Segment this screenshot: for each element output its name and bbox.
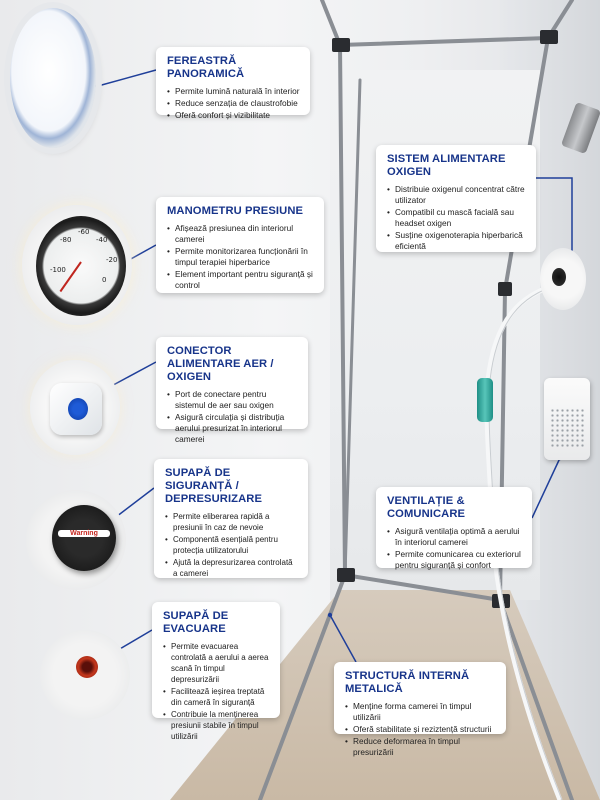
gauge-tick-label: -20	[106, 256, 118, 264]
callout-item: • Permite evacuarea controlată a aerului a aerea scană în timpul depresurizării	[163, 641, 270, 685]
callout-item: • Asigură circulația și distribuția aerului presurizat în interiorul camerei	[167, 412, 298, 445]
gauge-tick-label: -60	[78, 228, 90, 236]
oxygen-inlet-port	[552, 268, 566, 286]
callout-title: MANOMETRU PRESIUNE	[167, 205, 304, 217]
valve-warning-label: Warning	[58, 530, 110, 537]
callout-item: • Contribuie la menținerea presiunii stabile în timpul utilizării	[163, 709, 270, 742]
callout-list	[387, 526, 522, 571]
callout-item: • Menține forma camerei în timpul utilizării	[345, 701, 496, 723]
callout-list	[165, 511, 298, 579]
callout-item: • Permite comunicarea cu exteriorul pentru siguranță și confort	[387, 549, 522, 571]
gauge-tick-label: 0	[102, 276, 107, 284]
callout-item: • Susține oxigenoterapia hiperbarică eficientă	[387, 230, 526, 252]
callout-item: • Distribuie oxigenul concentrat către utilizator	[387, 184, 526, 206]
callout-title: SUPAPĂ DE SIGURANȚĂ / DEPRESURIZARE	[165, 467, 263, 505]
callout-item: • Facilitează ieșirea treptată din cameră în siguranță	[163, 686, 270, 708]
gauge-tick-label: -40	[96, 236, 108, 244]
callout-title: CONECTOR ALIMENTARE AER / OXIGEN	[167, 345, 274, 383]
panoramic-window	[10, 8, 96, 148]
callout-pressure-gauge	[156, 197, 324, 293]
callout-item: • Oferă stabilitate și reziztență structurii	[345, 724, 496, 735]
callout-item: • Afișează presiunea din interiorul camerei	[167, 223, 314, 245]
callout-item: • Element important pentru siguranță și control	[167, 269, 314, 291]
callout-list	[163, 641, 270, 742]
callout-air-connector	[156, 337, 308, 444]
callout-safety-valve	[154, 459, 308, 578]
callout-item: • Oferă confort și vizibilitate	[167, 110, 300, 121]
callout-list	[167, 223, 314, 291]
callout-list	[345, 701, 496, 758]
callout-oxygen-system	[376, 145, 536, 252]
callout-list	[167, 389, 298, 445]
exhaust-valve-port	[76, 656, 98, 678]
callout-item: • Compatibil cu mască facială sau headset oxigen	[387, 207, 526, 229]
callout-title: STRUCTURĂ INTERNĂ METALICĂ	[345, 670, 470, 695]
callout-ventilation-communication	[376, 487, 532, 568]
intercom-grill	[550, 408, 584, 448]
callout-item: • Reduce senzația de claustrofobie	[167, 98, 300, 109]
callout-item: • Permite eliberarea rapidă a presiunii în caz de nevoie	[165, 511, 298, 533]
callout-title: SUPAPĂ DE EVACUARE	[163, 610, 229, 635]
callout-exhaust-valve	[152, 602, 280, 741]
callout-item: • Componentă esențială pentru protecția utilizatorului	[165, 534, 298, 556]
safety-valve-knob	[52, 505, 116, 571]
callout-panoramic-window	[156, 47, 310, 120]
callout-item: • Permite monitorizarea funcționării în timpul terapiei hiperbarice	[167, 246, 314, 268]
callout-item: • Asigură ventilația optimă a aerului în interiorul camerei	[387, 526, 522, 548]
callout-metal-frame	[334, 662, 506, 757]
oxygen-filter	[477, 378, 493, 422]
callout-list	[167, 86, 300, 121]
callout-title: SISTEM ALIMENTARE OXIGEN	[387, 153, 506, 178]
callout-list	[387, 184, 526, 252]
air-port-inlet	[68, 398, 88, 420]
gauge-tick-label: -80	[60, 236, 72, 244]
callout-title: FEREASTRĂ PANORAMICĂ	[167, 55, 245, 80]
callout-item: • Port de conectare pentru sistemul de aer sau oxigen	[167, 389, 298, 411]
callout-title: VENTILAȚIE & COMUNICARE	[387, 495, 466, 520]
callout-item: • Ajută la depresurizarea controlată a camerei	[165, 557, 298, 579]
gauge-tick-label: -100	[50, 266, 66, 274]
callout-item: • Permite lumină naturală în interior	[167, 86, 300, 97]
callout-item: • Reduce deformarea în timpul presurizării	[345, 736, 496, 758]
